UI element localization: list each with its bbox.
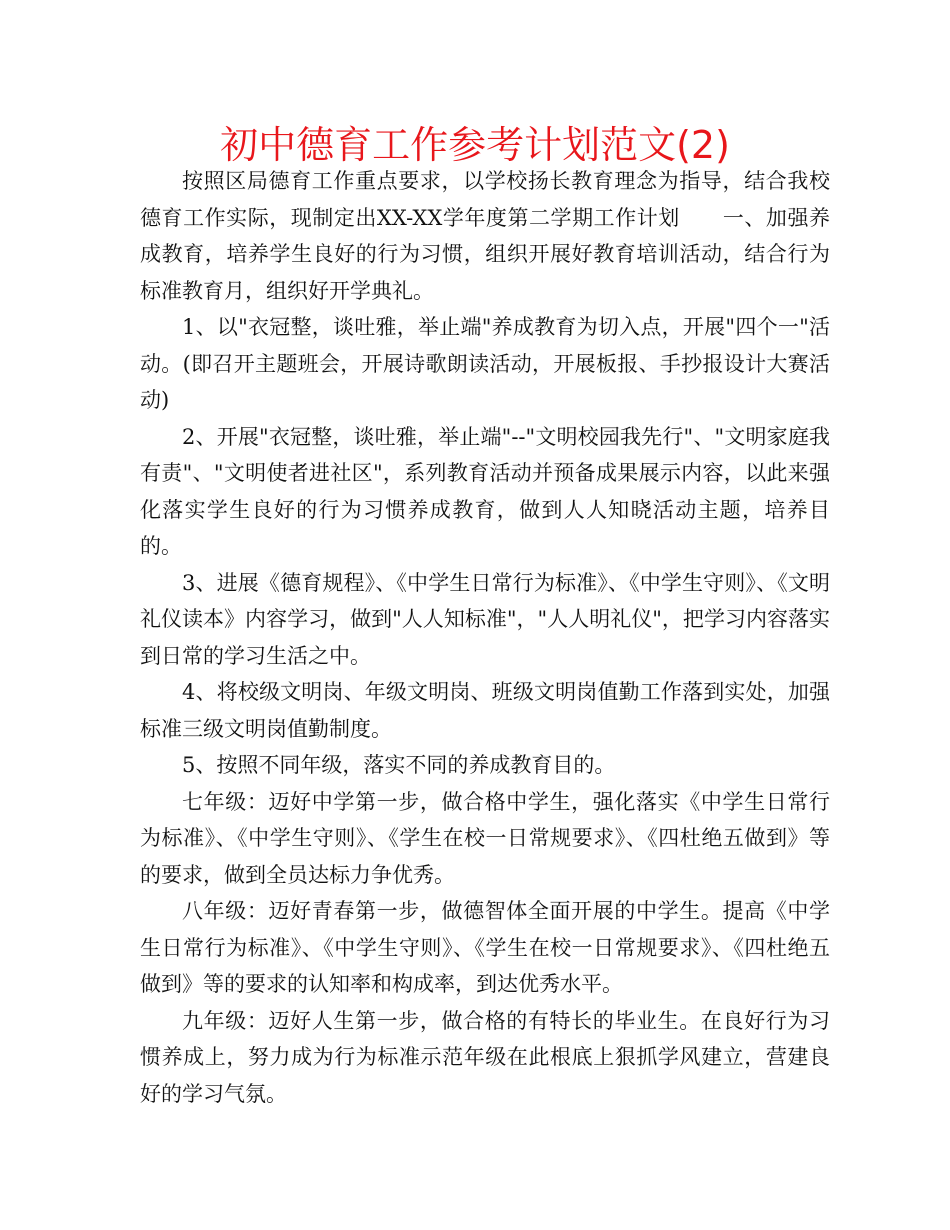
paragraph-grade-9: 九年级：迈好人生第一步，做合格的有特长的毕业生。在良好行为习惯养成上，努力成为行为标准示范年级在此根底上狠抓学风建立，营建良好的学习气氛。 [140, 1008, 830, 1106]
paragraph-item-5: 5、按照不同年级，落实不同的养成教育目的。 [182, 753, 616, 777]
paragraph-grade-7: 七年级：迈好中学第一步，做合格中学生，强化落实《中学生日常行为标准》、《中学生守则》、《学生在校一日常规要求》、《四杜绝五做到》等的要求，做到全员达标力争优秀。 [140, 789, 830, 887]
paragraph-item-2: 2、开展"衣冠整，谈吐雅，举止端"--"文明校园我先行"、"文明家庭我有责"、"文明使者进社区"，系列教育活动并预备成果展示内容，以此来强化落实学生良好的行为习惯养成教育，做到人人知晓活动主题，培养目的。 [140, 424, 830, 558]
paragraph-item-3: 3、进展《德育规程》、《中学生日常行为标准》、《中学生守则》、《文明礼仪读本》内容学习，做到"人人知标准"，"人人明礼仪"，把学习内容落实到日常的学习生活之中。 [140, 570, 830, 668]
document-body [140, 163, 830, 1112]
paragraph-grade-8: 八年级：迈好青春第一步，做德智体全面开展的中学生。提高《中学生日常行为标准》、《中学生守则》、《学生在校一日常规要求》、《四杜绝五做到》等的要求的认知率和构成率，到达优秀水平。 [140, 899, 830, 996]
document-title: 初中德育工作参考计划范文(2) [220, 123, 730, 167]
paragraph-item-4: 4、将校级文明岗、年级文明岗、班级文明岗值勤工作落到实处，加强标准三级文明岗值勤制度。 [140, 680, 830, 741]
paragraph-intro: 按照区局德育工作重点要求，以学校扬长教育理念为指导，结合我校德育工作实际，现制定出XX-XX学年度第二学期工作计划 一、加强养成教育，培养学生良好的行为习惯，组织开展好教育培训活动，结合行为标准教育月，组织好开学典礼。 [140, 169, 830, 303]
paragraph-item-1: 1、以"衣冠整，谈吐雅，举止端"养成教育为切入点，开展"四个一"活动。(即召开主题班会，开展诗歌朗读活动，开展板报、手抄报设计大赛活动) [140, 315, 830, 412]
